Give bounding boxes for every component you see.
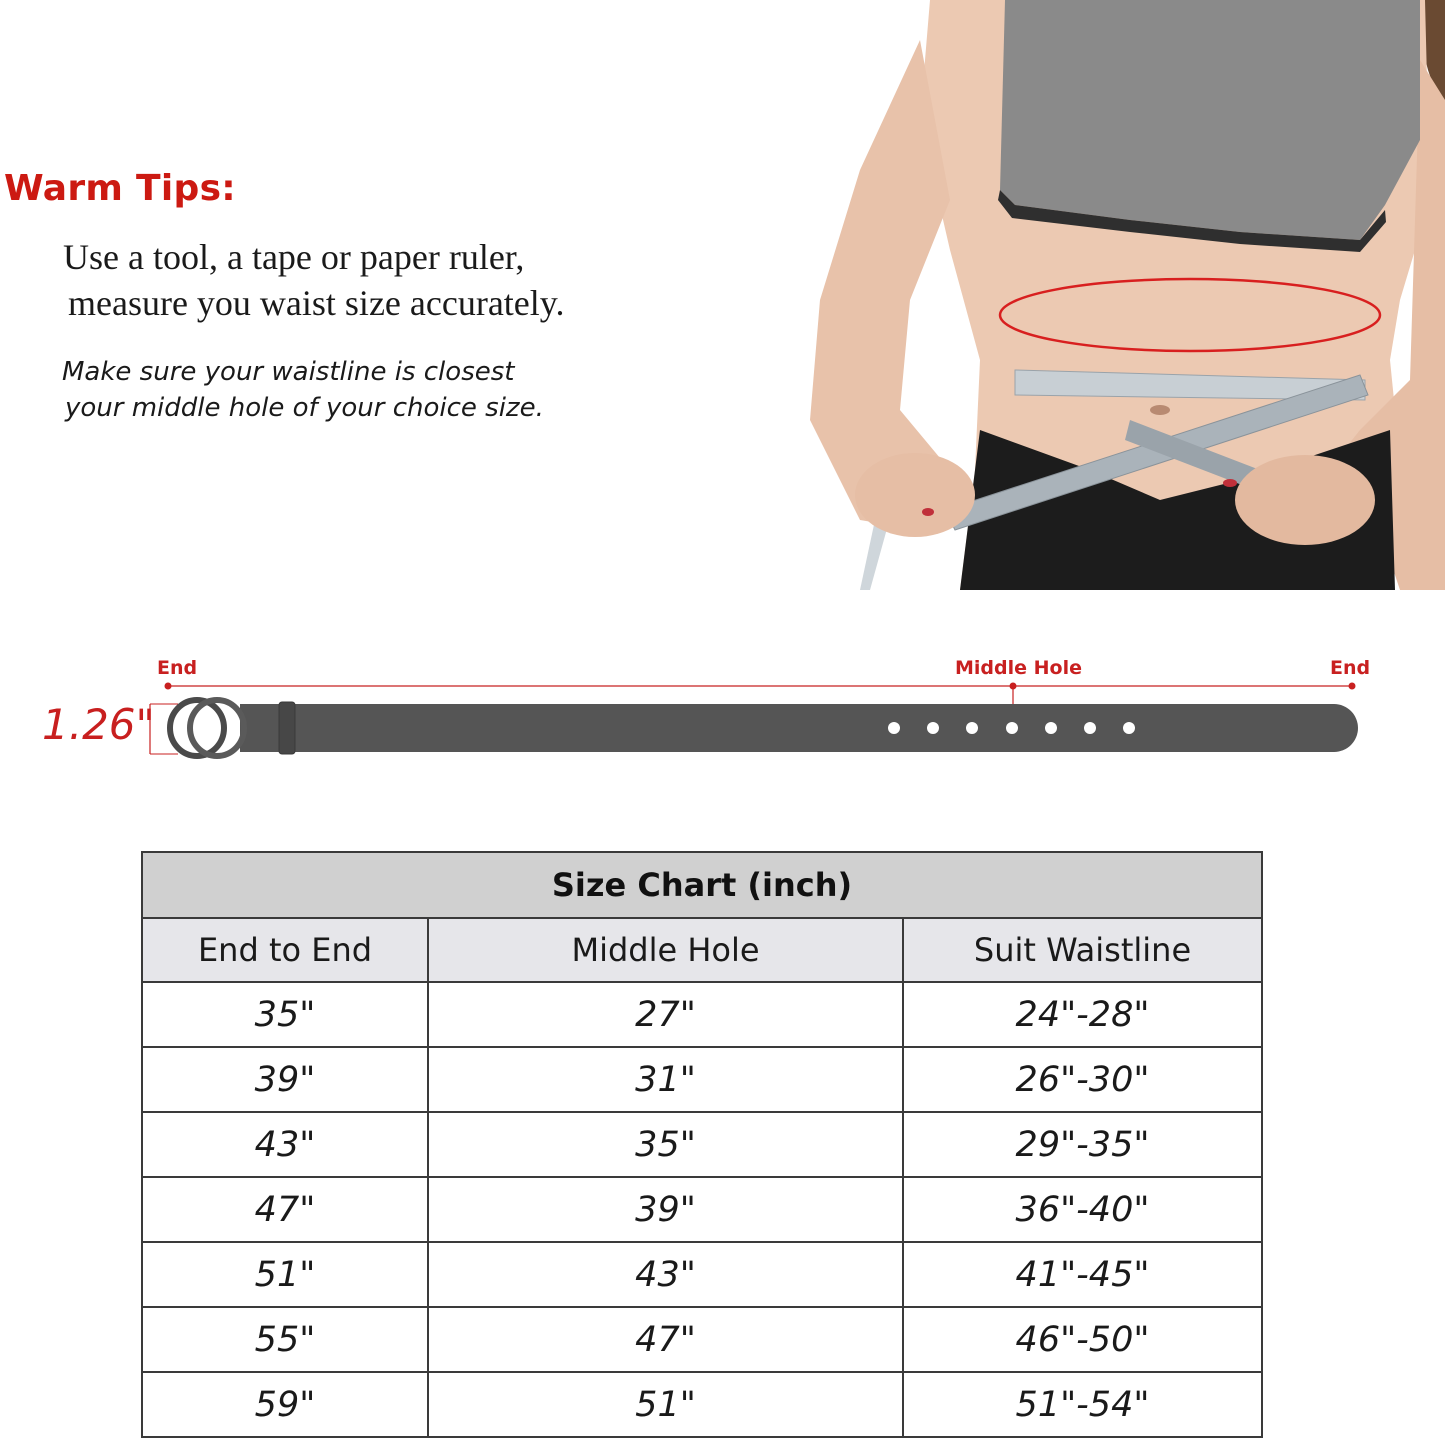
- end-right-marker: [1349, 683, 1356, 690]
- belt-hole: [1123, 722, 1135, 734]
- belt-hole: [1084, 722, 1096, 734]
- cell-end-to-end: 51": [142, 1242, 428, 1307]
- cell-suit-waistline: 46"-50": [903, 1307, 1262, 1372]
- cell-middle-hole: 27": [428, 982, 903, 1047]
- cell-suit-waistline: 24"-28": [903, 982, 1262, 1047]
- belt-keeper: [279, 702, 295, 754]
- header-suit-waistline: Suit Waistline: [903, 918, 1262, 982]
- tips-line-1: Use a tool, a tape or paper ruler,: [63, 237, 525, 277]
- cell-end-to-end: 39": [142, 1047, 428, 1112]
- cell-suit-waistline: 36"-40": [903, 1177, 1262, 1242]
- table-row: [142, 1112, 1262, 1177]
- table-header-row: [142, 918, 1262, 982]
- tips-note-2: your middle hole of your choice size.: [65, 393, 544, 423]
- cell-suit-waistline: 29"-35": [903, 1112, 1262, 1177]
- belt-hole: [1045, 722, 1057, 734]
- belt-hole: [966, 722, 978, 734]
- cell-middle-hole: 47": [428, 1307, 903, 1372]
- header-middle-hole: Middle Hole: [428, 918, 903, 982]
- size-chart-table: [141, 851, 1263, 1438]
- cell-suit-waistline: 51"-54": [903, 1372, 1262, 1437]
- table-row: [142, 1372, 1262, 1437]
- warm-tips-heading: Warm Tips:: [4, 168, 237, 209]
- belt-width-label: 1.26": [42, 700, 155, 749]
- table-row: [142, 1047, 1262, 1112]
- size-chart-title: Size Chart (inch): [142, 852, 1262, 918]
- cell-end-to-end: 43": [142, 1112, 428, 1177]
- table-row: [142, 1242, 1262, 1307]
- tips-note-1: Make sure your waistline is closest: [62, 357, 515, 387]
- end-left-label: End: [157, 657, 198, 679]
- belt-hole: [927, 722, 939, 734]
- cell-suit-waistline: 41"-45": [903, 1242, 1262, 1307]
- belt-hole: [888, 722, 900, 734]
- end-right-label: End: [1330, 657, 1371, 679]
- tips-line-2: measure you waist size accurately.: [68, 283, 565, 323]
- cell-end-to-end: 47": [142, 1177, 428, 1242]
- header-end-to-end: End to End: [142, 918, 428, 982]
- cell-middle-hole: 35": [428, 1112, 903, 1177]
- cell-middle-hole: 31": [428, 1047, 903, 1112]
- cell-end-to-end: 35": [142, 982, 428, 1047]
- end-left-marker: [165, 683, 172, 690]
- waist-measurement-photo: [800, 0, 1445, 590]
- cell-suit-waistline: 26"-30": [903, 1047, 1262, 1112]
- table-row: [142, 982, 1262, 1047]
- belt-hole-middle: [1006, 722, 1018, 734]
- cell-middle-hole: 43": [428, 1242, 903, 1307]
- cell-end-to-end: 55": [142, 1307, 428, 1372]
- cell-middle-hole: 39": [428, 1177, 903, 1242]
- table-row: [142, 1307, 1262, 1372]
- belt-strap: [240, 704, 1358, 752]
- middle-hole-label: Middle Hole: [955, 657, 1082, 679]
- cell-middle-hole: 51": [428, 1372, 903, 1437]
- belt-diagram: [0, 640, 1445, 780]
- cell-end-to-end: 59": [142, 1372, 428, 1437]
- table-row: [142, 1177, 1262, 1242]
